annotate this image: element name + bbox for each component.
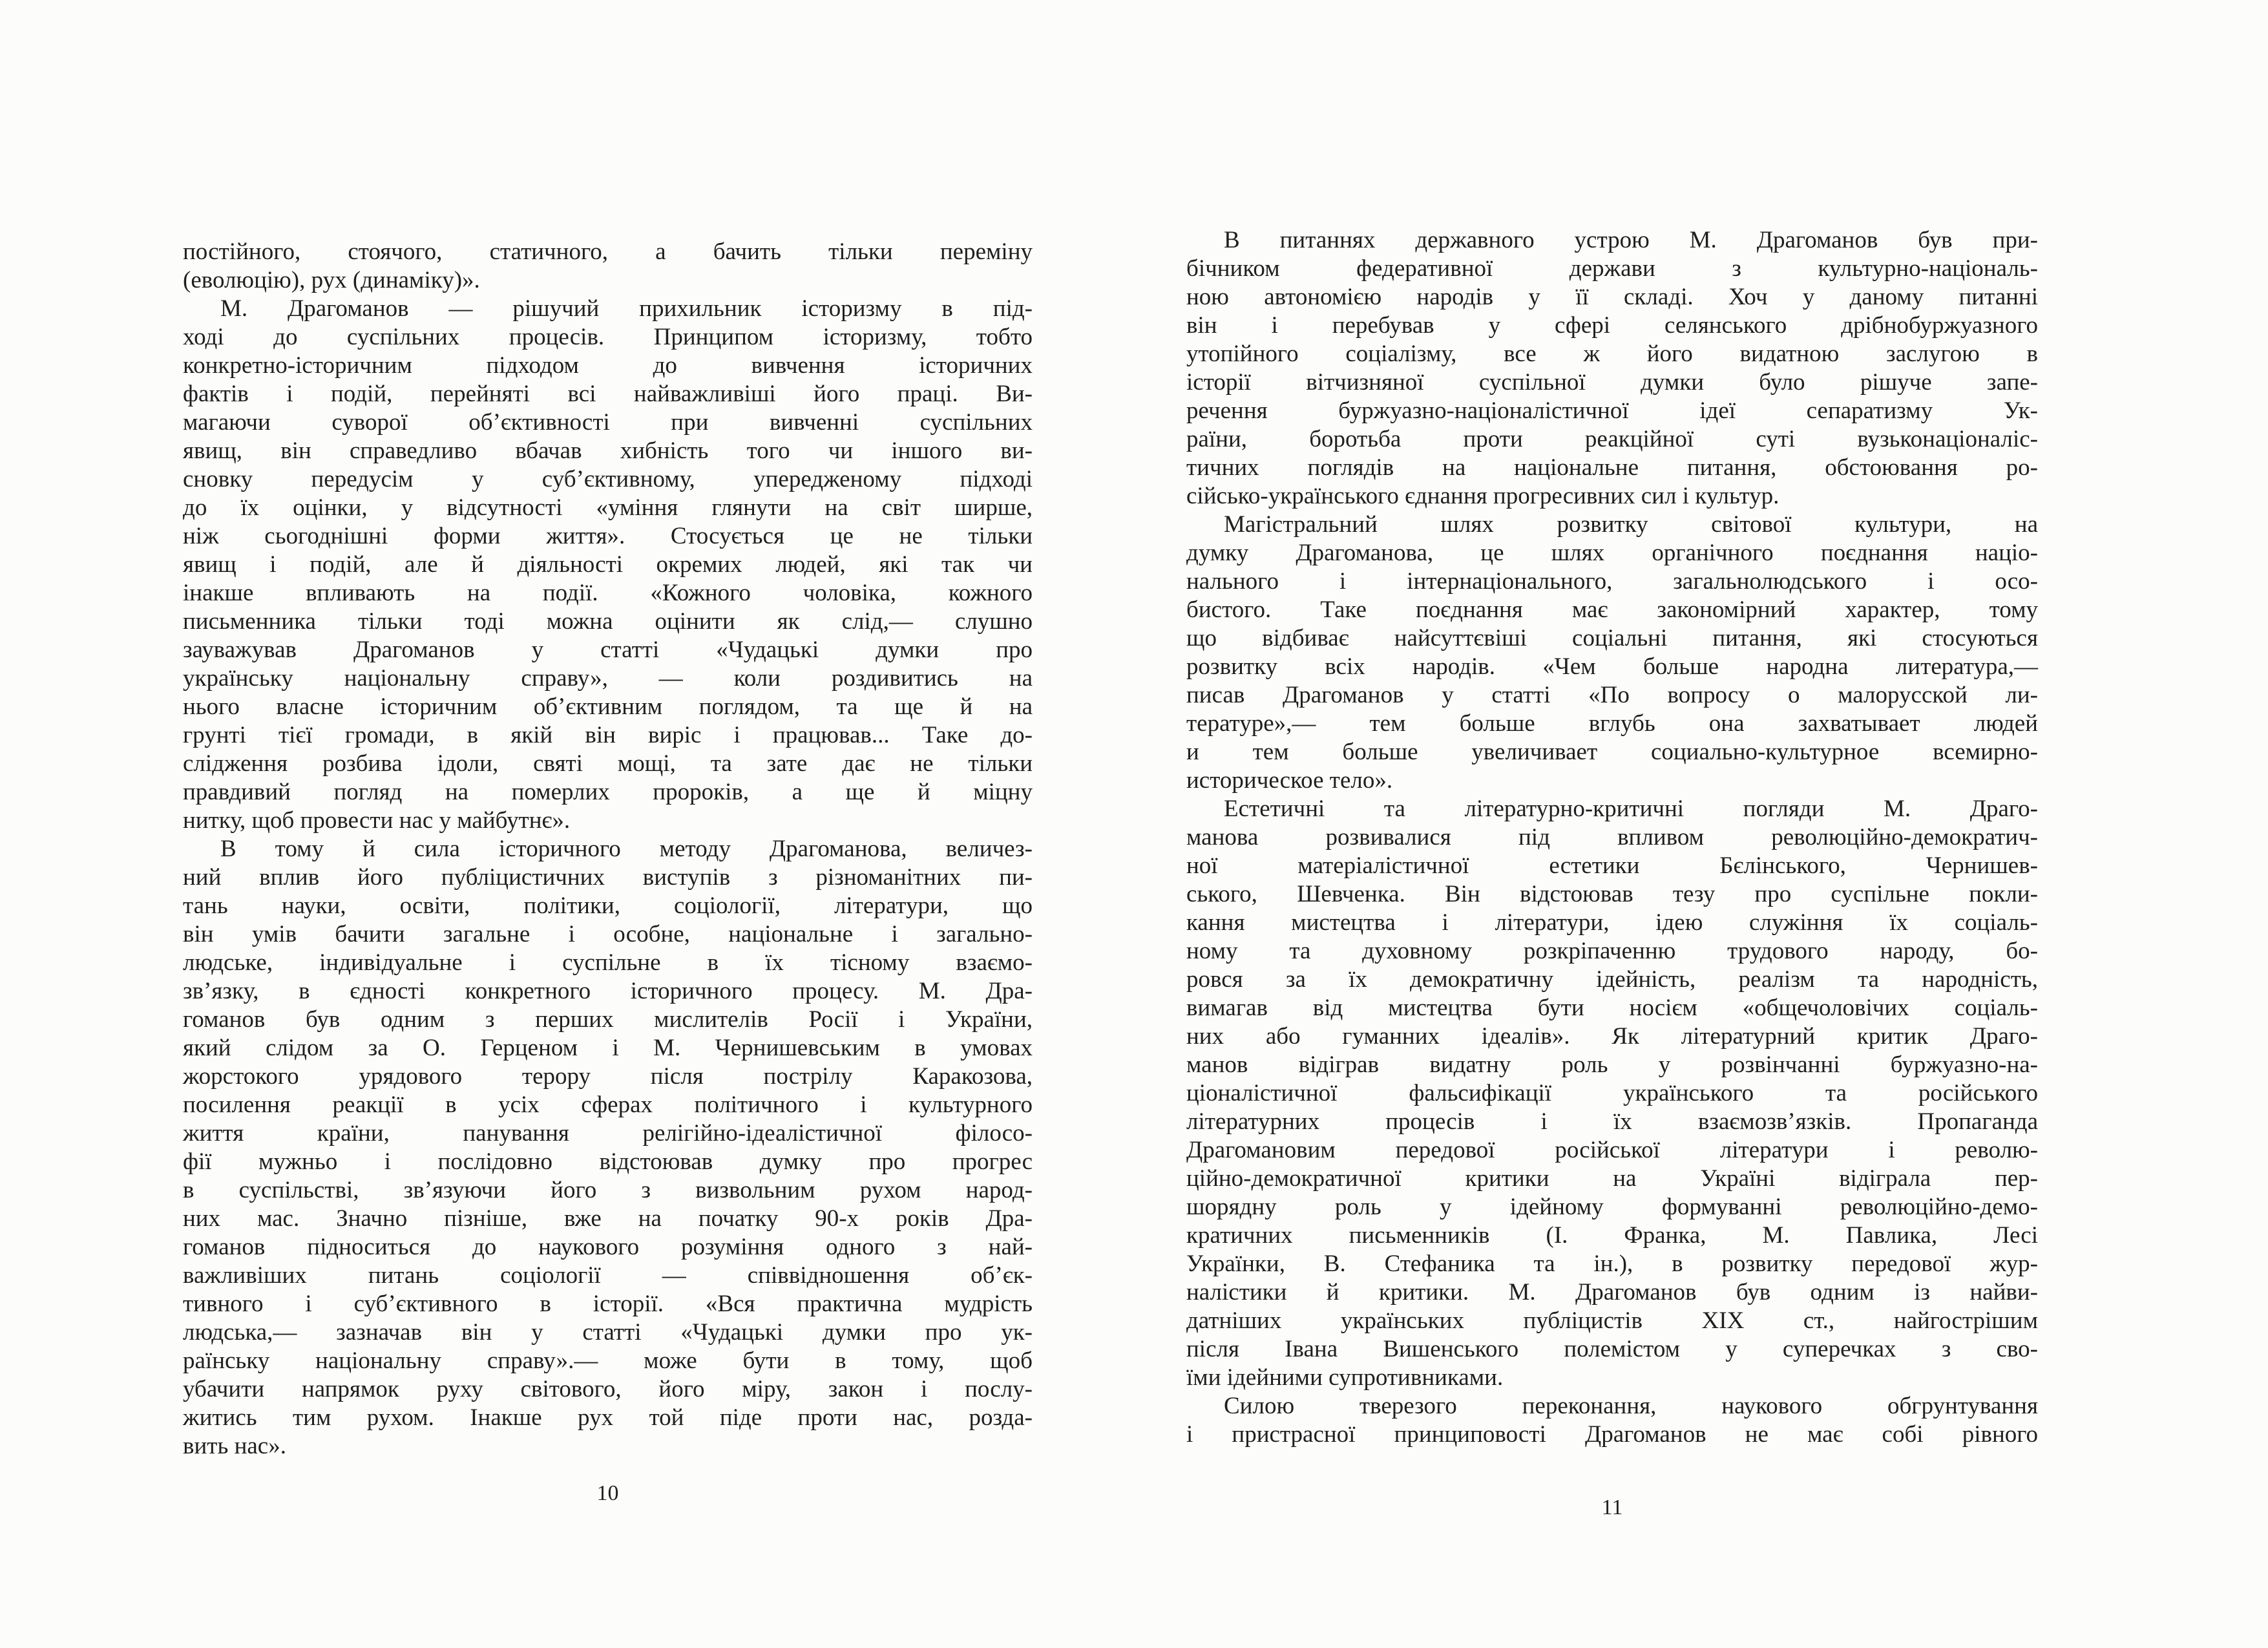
paragraph [1186, 511, 2038, 795]
text-line: нального і інтернаціонального, загальнолюдського і осо- [1186, 568, 2038, 595]
text-line: ніж сьогоднішні форми життя». Стосується це не тільки [183, 523, 1033, 549]
text-line: життя країни, панування релігійно-ідеалістичної філосо- [183, 1120, 1033, 1146]
text-line: них мас. Значно пізніше, вже на початку 90-х років Дра- [183, 1205, 1033, 1232]
text-line: ційно-демократичної критики на Україні відіграла пер- [1186, 1165, 2038, 1192]
text-line: він і перебував у сфері селянського дрібнобуржуазного [1186, 312, 2038, 339]
text-line: посилення реакції в усіх сферах політичного і культурного [183, 1092, 1033, 1118]
text-line: шорядну роль у ідейному формуванні революційно-демо- [1186, 1194, 2038, 1220]
page-number-left: 10 [596, 1481, 619, 1505]
text-line: історії вітчизняної суспільної думки було рішуче запе- [1186, 369, 2038, 396]
text-line: нього власне історичним об’єктивним поглядом, та ще й на [183, 693, 1033, 720]
text-line: тературе»,— тем больше вглубь она захватывает людей [1186, 710, 2038, 737]
text-line: ної матеріалістичної естетики Бєлінського, Чернишев- [1186, 852, 2038, 879]
text-line: вить нас». [183, 1433, 286, 1459]
text-line: українську національну справу», — коли роздивитись на [183, 665, 1033, 692]
text-line: ході до суспільних процесів. Принципом історизму, тобто [183, 324, 1033, 350]
text-line: думку Драгоманова, це шлях органічного поєднання націо- [1186, 540, 2038, 566]
text-line: сновку передусім у суб’єктивному, упередженому підході [183, 466, 1033, 492]
text-line: речення буржуазно-націоналістичної ідеї сепаратизму Ук- [1186, 397, 2038, 424]
text-line: фактів і подій, перейняті всі найважливіші його праці. Ви- [183, 381, 1033, 407]
text-line: Українки, В. Стефаника та ін.), в розвитку передової жур- [1186, 1251, 2038, 1277]
text-line: кратичних письменників (І. Франка, М. Павлика, Лесі [1186, 1222, 2038, 1249]
paragraph [183, 295, 1033, 835]
text-line: Естетичні та літературно-критичні погляди М. Драго- [1224, 796, 2038, 822]
text-line: гоманов був одним з перших мислителів Росії і України, [183, 1006, 1033, 1033]
text-line: нитку, щоб провести нас у майбутнє». [183, 807, 571, 834]
text-line: фії мужньо і послідовно відстоював думку про прогрес [183, 1148, 1033, 1175]
text-line: раїнську національну справу».— може бути в тому, щоб [183, 1347, 1033, 1374]
text-line: грунті тієї громади, в якій він виріс і працював... Таке до- [183, 722, 1033, 748]
text-line: М. Драгоманов — рішучий прихильник історизму в під- [220, 295, 1033, 322]
text-line: їми ідейними супротивниками. [1186, 1364, 1504, 1391]
text-line: до їх оцінки, у відсутності «уміння глянути на світ ширше, [183, 494, 1033, 521]
text-line: літературних процесів і їх взаємозв’язків. Пропаганда [1186, 1108, 2038, 1135]
text-line: Драгомановим передової російської літератури і револю- [1186, 1137, 2038, 1163]
text-line: жорстокого урядового терору після пострілу Каракозова, [183, 1063, 1033, 1090]
text-line: зв’язку, в єдності конкретного історичного процесу. М. Дра- [183, 978, 1033, 1004]
text-line: убачити напрямок руху світового, його міру, закон і послу- [183, 1376, 1033, 1402]
text-line: Магістральний шлях розвитку світової культури, на [1224, 511, 2038, 538]
text-line: тивного і суб’єктивного в історії. «Вся практична мудрість [183, 1291, 1033, 1317]
text-line: людське, індивідуальне і суспільне в їх тісному взаємо- [183, 949, 1033, 976]
text-line: датніших українських публіцистів XIX ст., найгострішим [1186, 1307, 2038, 1334]
text-line: явищ і подій, але й діяльності окремих людей, які так чи [183, 551, 1033, 578]
text-line: ціоналістичної фальсифікації українського та російського [1186, 1080, 2038, 1106]
text-line: (еволюцію), рух (динаміку)». [183, 267, 480, 293]
text-line: правдивий погляд на померлих пророків, а ще й міцну [183, 779, 1033, 805]
text-line: важливіших питань соціології — співвідношення об’єк- [183, 1262, 1033, 1289]
paragraph [183, 238, 1033, 295]
text-line: раїни, боротьба проти реакційної суті вузьконаціоналіс- [1186, 426, 2038, 452]
text-line: тичних поглядів на національне питання, обстоювання ро- [1186, 454, 2038, 481]
text-line: вимагав від мистецтва бути носієм «общечоловічих соціаль- [1186, 995, 2038, 1021]
text-line: ною автономією народів у її складі. Хоч у даному питанні [1186, 284, 2038, 310]
text-line: бистого. Таке поєднання має закономірний характер, тому [1186, 597, 2038, 623]
text-line: кання мистецтва і літератури, ідею служіння їх соціаль- [1186, 909, 2038, 936]
text-line: людська,— зазначав він у статті «Чудацькі думки про ук- [183, 1319, 1033, 1346]
text-line: в суспільстві, зв’язуючи його з визвольним рухом народ- [183, 1177, 1033, 1203]
text-line: утопійного соціалізму, все ж його видатною заслугою в [1186, 341, 2038, 367]
paragraph [1186, 226, 2038, 511]
text-line: і пристрасної принциповості Драгоманов не має собі рівного [1186, 1421, 2038, 1448]
text-line: житись тим рухом. Інакше рух той піде проти нас, розда- [183, 1404, 1033, 1431]
text-line: конкретно-історичним підходом до вивчення історичних [183, 352, 1033, 379]
text-line: и тем больше увеличивает социально-культурное всемирно- [1186, 739, 2038, 765]
paragraph [1186, 1392, 2038, 1449]
text-line: манов відіграв видатну роль у розвінчанні буржуазно-на- [1186, 1051, 2038, 1078]
text-line: ний вплив його публіцистичних виступів з різноманітних пи- [183, 864, 1033, 891]
text-line: слідження розбива ідоли, святі мощі, та зате дає не тільки [183, 750, 1033, 777]
text-line: він умів бачити загальне і особне, національне і загально- [183, 921, 1033, 947]
text-line: бічником федеративної держави з культурно-національ- [1186, 255, 2038, 282]
text-line: що відбиває найсуттєвіші соціальні питання, які стосуються [1186, 625, 2038, 651]
text-line: інакше впливають на події. «Кожного чоловіка, кожного [183, 580, 1033, 606]
text-line: гоманов підноситься до наукового розуміння одного з най- [183, 1234, 1033, 1260]
text-line: який слідом за О. Герценом і М. Чернишевським в умовах [183, 1035, 1033, 1061]
text-line: після Івана Вишенського полемістом у суперечках з сво- [1186, 1336, 2038, 1362]
text-line: В питаннях державного устрою М. Драгоманов був при- [1224, 227, 2038, 253]
text-line: налістики й критики. М. Драгоманов був одним із найви- [1186, 1279, 2038, 1305]
text-line: ського, Шевченка. Він відстоював тезу про суспільне покли- [1186, 881, 2038, 907]
page-left-text-block [183, 238, 1033, 1461]
text-line: писав Драгоманов у статті «По вопросу о малорусской ли- [1186, 682, 2038, 708]
page-number-right: 11 [1601, 1495, 1623, 1519]
page-right-text-block [1186, 226, 2038, 1449]
text-line: ровся за їх демократичну ідейність, реалізм та народність, [1186, 966, 2038, 993]
text-line: зауважував Драгоманов у статті «Чудацькі думки про [183, 637, 1033, 663]
paragraph [183, 835, 1033, 1461]
text-line: сійсько-українського єднання прогресивних сил і культур. [1186, 483, 1780, 509]
text-line: явищ, він справедливо вбачав хибність того чи іншого ви- [183, 438, 1033, 464]
text-line: розвитку всіх народів. «Чем больше народна литература,— [1186, 653, 2038, 680]
text-line: магаючи суворої об’єктивності при вивченні суспільних [183, 409, 1033, 436]
text-line: манова розвивалися під впливом революційно-демократич- [1186, 824, 2038, 850]
text-line: Силою тверезого переконання, наукового обгрунтування [1224, 1393, 2038, 1419]
text-line: тань науки, освіти, політики, соціології, літератури, що [183, 893, 1033, 919]
text-line: них або гуманних ідеалів». Як літературний критик Драго- [1186, 1023, 2038, 1050]
paragraph [1186, 795, 2038, 1392]
text-line: постійного, стоячого, статичного, а бачить тільки переміну [183, 238, 1033, 265]
text-line: письменника тільки тоді можна оцінити як слід,— слушно [183, 608, 1033, 635]
text-line: историческое тело». [1186, 767, 1393, 794]
text-line: В тому й сила історичного методу Драгоманова, величез- [220, 836, 1033, 862]
text-line: ному та духовному розкріпаченню трудового народу, бо- [1186, 938, 2038, 964]
